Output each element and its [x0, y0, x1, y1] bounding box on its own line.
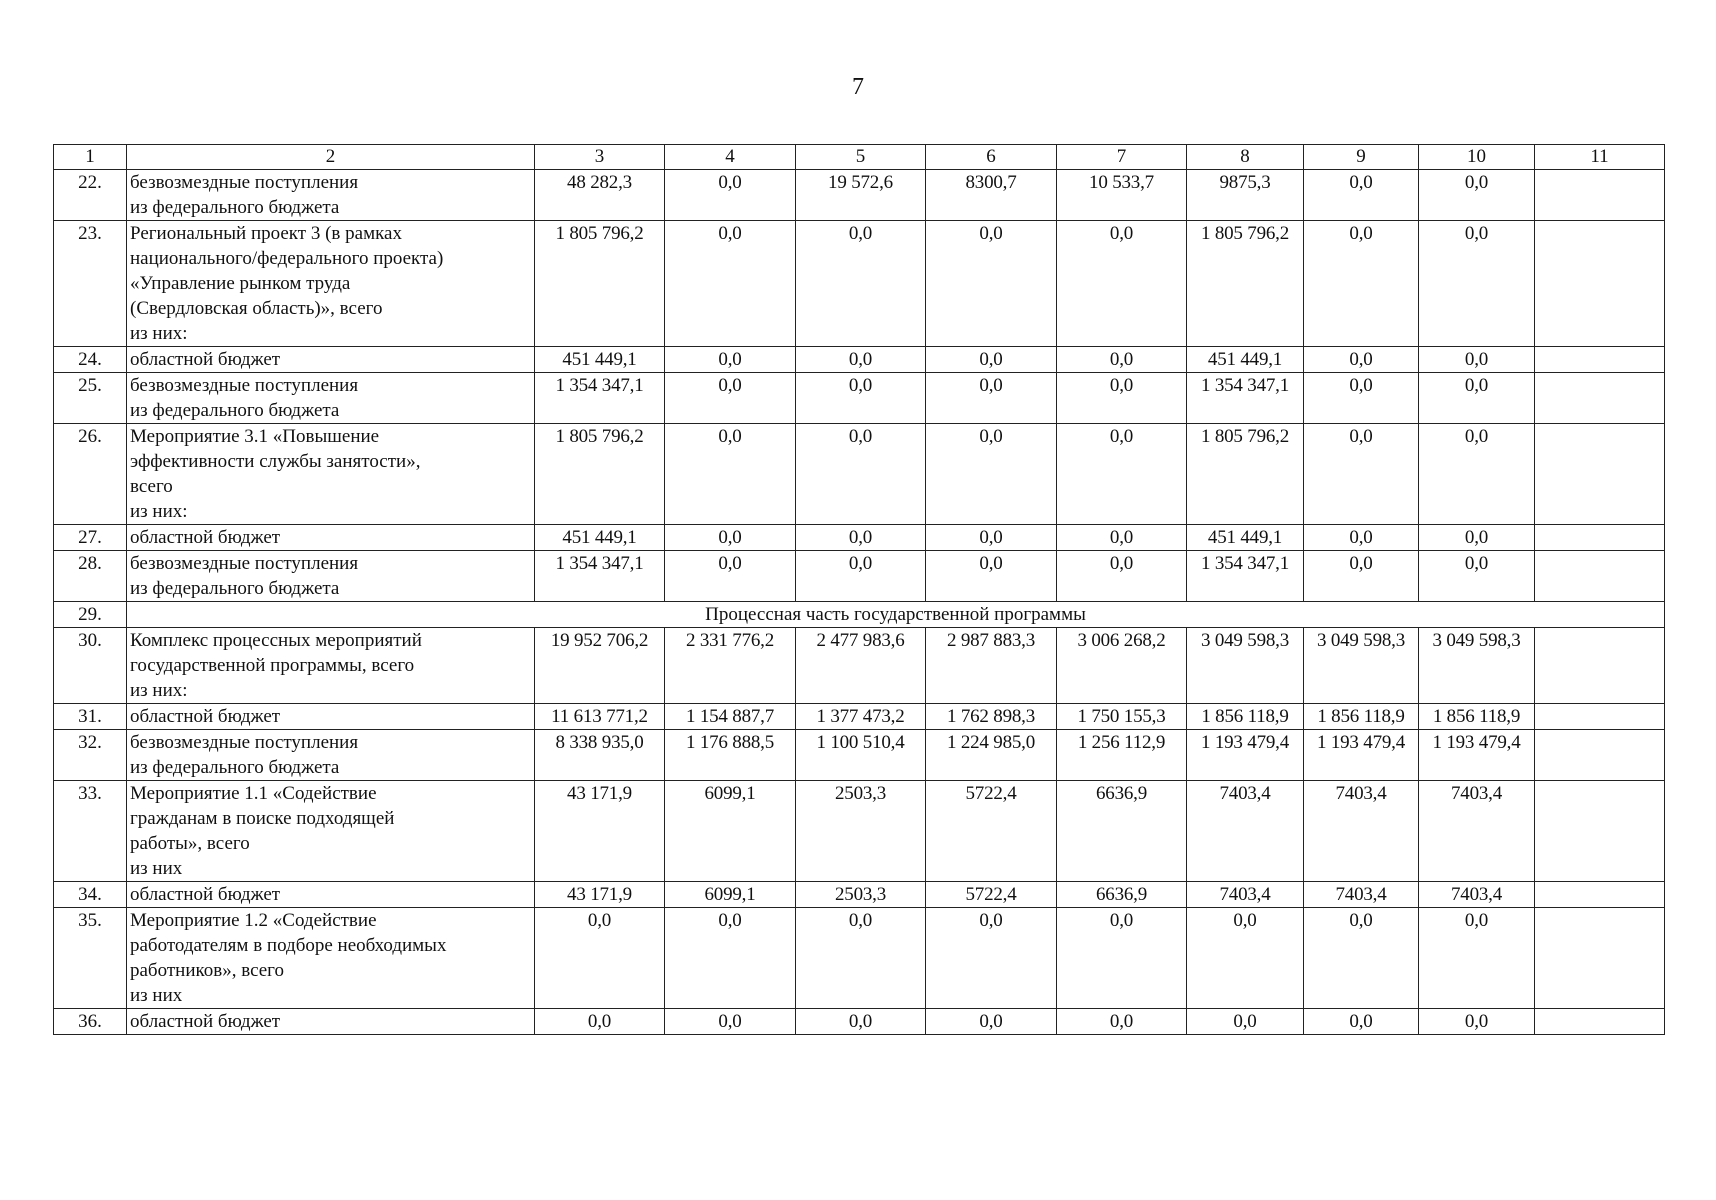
- row-description: [127, 781, 535, 882]
- value-col-7: 1 750 155,3: [1057, 704, 1187, 730]
- value-col-6: 0,0: [926, 1009, 1057, 1035]
- value-col-4: 1 176 888,5: [665, 730, 796, 781]
- description-line: работников», всего: [130, 960, 285, 981]
- value-col-6: 0,0: [926, 424, 1057, 525]
- value-col-10: 0,0: [1419, 347, 1535, 373]
- description-line: Мероприятие 1.2 «Содействие: [130, 910, 377, 931]
- row-description: [127, 1009, 535, 1035]
- value-col-3: 48 282,3: [535, 170, 665, 221]
- value-col-8: 0,0: [1187, 908, 1304, 1009]
- value-col-7: 3 006 268,2: [1057, 628, 1187, 704]
- value-col-8: 9875,3: [1187, 170, 1304, 221]
- row-number: 29.: [54, 602, 127, 628]
- description-line: (Свердловская область)», всего: [130, 298, 383, 319]
- description-line: из федерального бюджета: [130, 757, 340, 778]
- value-col-5: 0,0: [796, 373, 926, 424]
- value-col-3: 1 805 796,2: [535, 424, 665, 525]
- row-number: 31.: [54, 704, 127, 730]
- value-col-5: 19 572,6: [796, 170, 926, 221]
- header-cell-11: 11: [1535, 145, 1665, 170]
- row-description: [127, 908, 535, 1009]
- header-cell-4: 4: [665, 145, 796, 170]
- row-number: 33.: [54, 781, 127, 882]
- value-col-5: 1 100 510,4: [796, 730, 926, 781]
- value-col-7: 10 533,7: [1057, 170, 1187, 221]
- table-row: [54, 781, 1665, 882]
- value-col-8: 7403,4: [1187, 882, 1304, 908]
- value-col-3: 1 354 347,1: [535, 373, 665, 424]
- table-row: [54, 221, 1665, 347]
- value-col-11: [1535, 781, 1665, 882]
- row-description: [127, 551, 535, 602]
- value-col-5: 0,0: [796, 1009, 926, 1035]
- value-col-10: 0,0: [1419, 424, 1535, 525]
- value-col-11: [1535, 628, 1665, 704]
- value-col-7: 0,0: [1057, 908, 1187, 1009]
- header-cell-10: 10: [1419, 145, 1535, 170]
- description-line: Мероприятие 3.1 «Повышение: [130, 426, 380, 447]
- row-description: [127, 628, 535, 704]
- value-col-7: 1 256 112,9: [1057, 730, 1187, 781]
- value-col-11: [1535, 373, 1665, 424]
- value-col-7: 0,0: [1057, 221, 1187, 347]
- value-col-3: 0,0: [535, 908, 665, 1009]
- value-col-7: 0,0: [1057, 424, 1187, 525]
- value-col-3: 451 449,1: [535, 347, 665, 373]
- value-col-8: 451 449,1: [1187, 525, 1304, 551]
- description-line: безвозмездные поступления: [130, 553, 359, 574]
- description-line: Региональный проект 3 (в рамках: [130, 223, 402, 244]
- value-col-8: 451 449,1: [1187, 347, 1304, 373]
- value-col-4: 6099,1: [665, 781, 796, 882]
- value-col-8: 3 049 598,3: [1187, 628, 1304, 704]
- row-number: 34.: [54, 882, 127, 908]
- row-description: [127, 170, 535, 221]
- section-heading: Процессная часть государственной программы: [127, 602, 1665, 628]
- value-col-11: [1535, 551, 1665, 602]
- value-col-9: 1 856 118,9: [1304, 704, 1419, 730]
- value-col-10: 0,0: [1419, 551, 1535, 602]
- value-col-9: 0,0: [1304, 221, 1419, 347]
- budget-table: [53, 144, 1665, 1035]
- value-col-7: 0,0: [1057, 551, 1187, 602]
- value-col-5: 1 377 473,2: [796, 704, 926, 730]
- value-col-9: 0,0: [1304, 347, 1419, 373]
- value-col-11: [1535, 221, 1665, 347]
- description-line: из них: [130, 985, 183, 1006]
- header-cell-5: 5: [796, 145, 926, 170]
- description-line: государственной программы, всего: [130, 655, 415, 676]
- value-col-11: [1535, 525, 1665, 551]
- value-col-7: 0,0: [1057, 347, 1187, 373]
- value-col-11: [1535, 347, 1665, 373]
- value-col-4: 0,0: [665, 347, 796, 373]
- header-cell-3: 3: [535, 145, 665, 170]
- value-col-11: [1535, 882, 1665, 908]
- description-line: из федерального бюджета: [130, 578, 340, 599]
- value-col-4: 0,0: [665, 1009, 796, 1035]
- value-col-9: 0,0: [1304, 170, 1419, 221]
- value-col-3: 8 338 935,0: [535, 730, 665, 781]
- row-number: 26.: [54, 424, 127, 525]
- row-number: 27.: [54, 525, 127, 551]
- value-col-5: 2 477 983,6: [796, 628, 926, 704]
- table-row: [54, 373, 1665, 424]
- row-description: [127, 347, 535, 373]
- value-col-10: 7403,4: [1419, 882, 1535, 908]
- row-number: 36.: [54, 1009, 127, 1035]
- value-col-9: 3 049 598,3: [1304, 628, 1419, 704]
- value-col-4: 0,0: [665, 424, 796, 525]
- value-col-11: [1535, 1009, 1665, 1035]
- description-line: из них: [130, 858, 183, 879]
- header-cell-2: 2: [127, 145, 535, 170]
- value-col-9: 0,0: [1304, 1009, 1419, 1035]
- value-col-10: 0,0: [1419, 221, 1535, 347]
- value-col-9: 0,0: [1304, 424, 1419, 525]
- header-cell-8: 8: [1187, 145, 1304, 170]
- table-header-row: [54, 145, 1665, 170]
- description-line: работы», всего: [130, 833, 250, 854]
- row-description: [127, 373, 535, 424]
- value-col-6: 0,0: [926, 551, 1057, 602]
- value-col-9: 7403,4: [1304, 882, 1419, 908]
- value-col-11: [1535, 424, 1665, 525]
- header-cell-9: 9: [1304, 145, 1419, 170]
- value-col-8: 1 805 796,2: [1187, 424, 1304, 525]
- value-col-10: 0,0: [1419, 908, 1535, 1009]
- value-col-4: 2 331 776,2: [665, 628, 796, 704]
- value-col-3: 19 952 706,2: [535, 628, 665, 704]
- value-col-6: 0,0: [926, 525, 1057, 551]
- row-description: [127, 882, 535, 908]
- description-line: из них:: [130, 501, 188, 522]
- row-number: 25.: [54, 373, 127, 424]
- value-col-5: 0,0: [796, 221, 926, 347]
- value-col-3: 1 805 796,2: [535, 221, 665, 347]
- value-col-3: 1 354 347,1: [535, 551, 665, 602]
- table-row: [54, 424, 1665, 525]
- value-col-4: 0,0: [665, 221, 796, 347]
- value-col-3: 43 171,9: [535, 882, 665, 908]
- row-number: 22.: [54, 170, 127, 221]
- description-line: «Управление рынком труда: [130, 273, 351, 294]
- header-cell-6: 6: [926, 145, 1057, 170]
- value-col-11: [1535, 170, 1665, 221]
- table-row: [54, 730, 1665, 781]
- description-line: областной бюджет: [130, 349, 281, 370]
- table-row: [54, 882, 1665, 908]
- header-cell-1: 1: [54, 145, 127, 170]
- value-col-7: 0,0: [1057, 373, 1187, 424]
- description-line: из них:: [130, 680, 188, 701]
- value-col-8: 1 856 118,9: [1187, 704, 1304, 730]
- value-col-7: 0,0: [1057, 1009, 1187, 1035]
- header-cell-7: 7: [1057, 145, 1187, 170]
- value-col-8: 0,0: [1187, 1009, 1304, 1035]
- row-description: [127, 424, 535, 525]
- value-col-11: [1535, 908, 1665, 1009]
- value-col-9: 0,0: [1304, 525, 1419, 551]
- row-number: 32.: [54, 730, 127, 781]
- value-col-5: 2503,3: [796, 882, 926, 908]
- value-col-3: 0,0: [535, 1009, 665, 1035]
- value-col-9: 7403,4: [1304, 781, 1419, 882]
- description-line: эффективности службы занятости»,: [130, 451, 421, 472]
- description-line: работодателям в подборе необходимых: [130, 935, 447, 956]
- value-col-10: 1 856 118,9: [1419, 704, 1535, 730]
- value-col-11: [1535, 704, 1665, 730]
- value-col-6: 1 762 898,3: [926, 704, 1057, 730]
- value-col-8: 1 193 479,4: [1187, 730, 1304, 781]
- description-line: безвозмездные поступления: [130, 375, 359, 396]
- table-row: [54, 704, 1665, 730]
- row-number: 35.: [54, 908, 127, 1009]
- value-col-7: 6636,9: [1057, 882, 1187, 908]
- description-line: всего: [130, 476, 173, 497]
- value-col-4: 0,0: [665, 373, 796, 424]
- value-col-9: 0,0: [1304, 551, 1419, 602]
- value-col-9: 0,0: [1304, 373, 1419, 424]
- page-number: 7: [852, 74, 864, 100]
- table-row: [54, 551, 1665, 602]
- value-col-5: 0,0: [796, 424, 926, 525]
- value-col-10: 1 193 479,4: [1419, 730, 1535, 781]
- row-number: 28.: [54, 551, 127, 602]
- value-col-7: 6636,9: [1057, 781, 1187, 882]
- row-number: 23.: [54, 221, 127, 347]
- value-col-4: 1 154 887,7: [665, 704, 796, 730]
- value-col-5: 0,0: [796, 347, 926, 373]
- value-col-10: 0,0: [1419, 525, 1535, 551]
- table-row: [54, 170, 1665, 221]
- value-col-4: 0,0: [665, 170, 796, 221]
- table-row: [54, 628, 1665, 704]
- value-col-6: 0,0: [926, 347, 1057, 373]
- value-col-4: 0,0: [665, 908, 796, 1009]
- description-line: из них:: [130, 323, 188, 344]
- row-description: [127, 704, 535, 730]
- description-line: областной бюджет: [130, 527, 281, 548]
- value-col-6: 8300,7: [926, 170, 1057, 221]
- value-col-9: 0,0: [1304, 908, 1419, 1009]
- value-col-6: 5722,4: [926, 882, 1057, 908]
- value-col-4: 0,0: [665, 525, 796, 551]
- value-col-4: 6099,1: [665, 882, 796, 908]
- table-row: [54, 347, 1665, 373]
- description-line: Мероприятие 1.1 «Содействие: [130, 783, 377, 804]
- value-col-6: 1 224 985,0: [926, 730, 1057, 781]
- description-line: безвозмездные поступления: [130, 732, 359, 753]
- value-col-4: 0,0: [665, 551, 796, 602]
- description-line: областной бюджет: [130, 1011, 281, 1032]
- value-col-8: 1 354 347,1: [1187, 551, 1304, 602]
- value-col-6: 0,0: [926, 221, 1057, 347]
- row-description: [127, 221, 535, 347]
- row-number: 30.: [54, 628, 127, 704]
- table-row: [54, 602, 1665, 628]
- value-col-10: 0,0: [1419, 170, 1535, 221]
- description-line: областной бюджет: [130, 706, 281, 727]
- value-col-10: 3 049 598,3: [1419, 628, 1535, 704]
- value-col-6: 0,0: [926, 908, 1057, 1009]
- value-col-7: 0,0: [1057, 525, 1187, 551]
- description-line: безвозмездные поступления: [130, 172, 359, 193]
- value-col-5: 0,0: [796, 908, 926, 1009]
- table-row: [54, 908, 1665, 1009]
- value-col-5: 2503,3: [796, 781, 926, 882]
- value-col-6: 2 987 883,3: [926, 628, 1057, 704]
- description-line: областной бюджет: [130, 884, 281, 905]
- value-col-6: 5722,4: [926, 781, 1057, 882]
- row-description: [127, 730, 535, 781]
- table-row: [54, 1009, 1665, 1035]
- table-row: [54, 525, 1665, 551]
- row-description: [127, 525, 535, 551]
- value-col-8: 7403,4: [1187, 781, 1304, 882]
- value-col-10: 7403,4: [1419, 781, 1535, 882]
- description-line: национального/федерального проекта): [130, 248, 444, 269]
- value-col-9: 1 193 479,4: [1304, 730, 1419, 781]
- value-col-8: 1 805 796,2: [1187, 221, 1304, 347]
- value-col-3: 43 171,9: [535, 781, 665, 882]
- value-col-11: [1535, 730, 1665, 781]
- row-number: 24.: [54, 347, 127, 373]
- description-line: из федерального бюджета: [130, 197, 340, 218]
- value-col-3: 11 613 771,2: [535, 704, 665, 730]
- value-col-8: 1 354 347,1: [1187, 373, 1304, 424]
- value-col-6: 0,0: [926, 373, 1057, 424]
- value-col-3: 451 449,1: [535, 525, 665, 551]
- value-col-5: 0,0: [796, 525, 926, 551]
- value-col-10: 0,0: [1419, 1009, 1535, 1035]
- value-col-10: 0,0: [1419, 373, 1535, 424]
- description-line: гражданам в поиске подходящей: [130, 808, 395, 829]
- description-line: из федерального бюджета: [130, 400, 340, 421]
- description-line: Комплекс процессных мероприятий: [130, 630, 422, 651]
- value-col-5: 0,0: [796, 551, 926, 602]
